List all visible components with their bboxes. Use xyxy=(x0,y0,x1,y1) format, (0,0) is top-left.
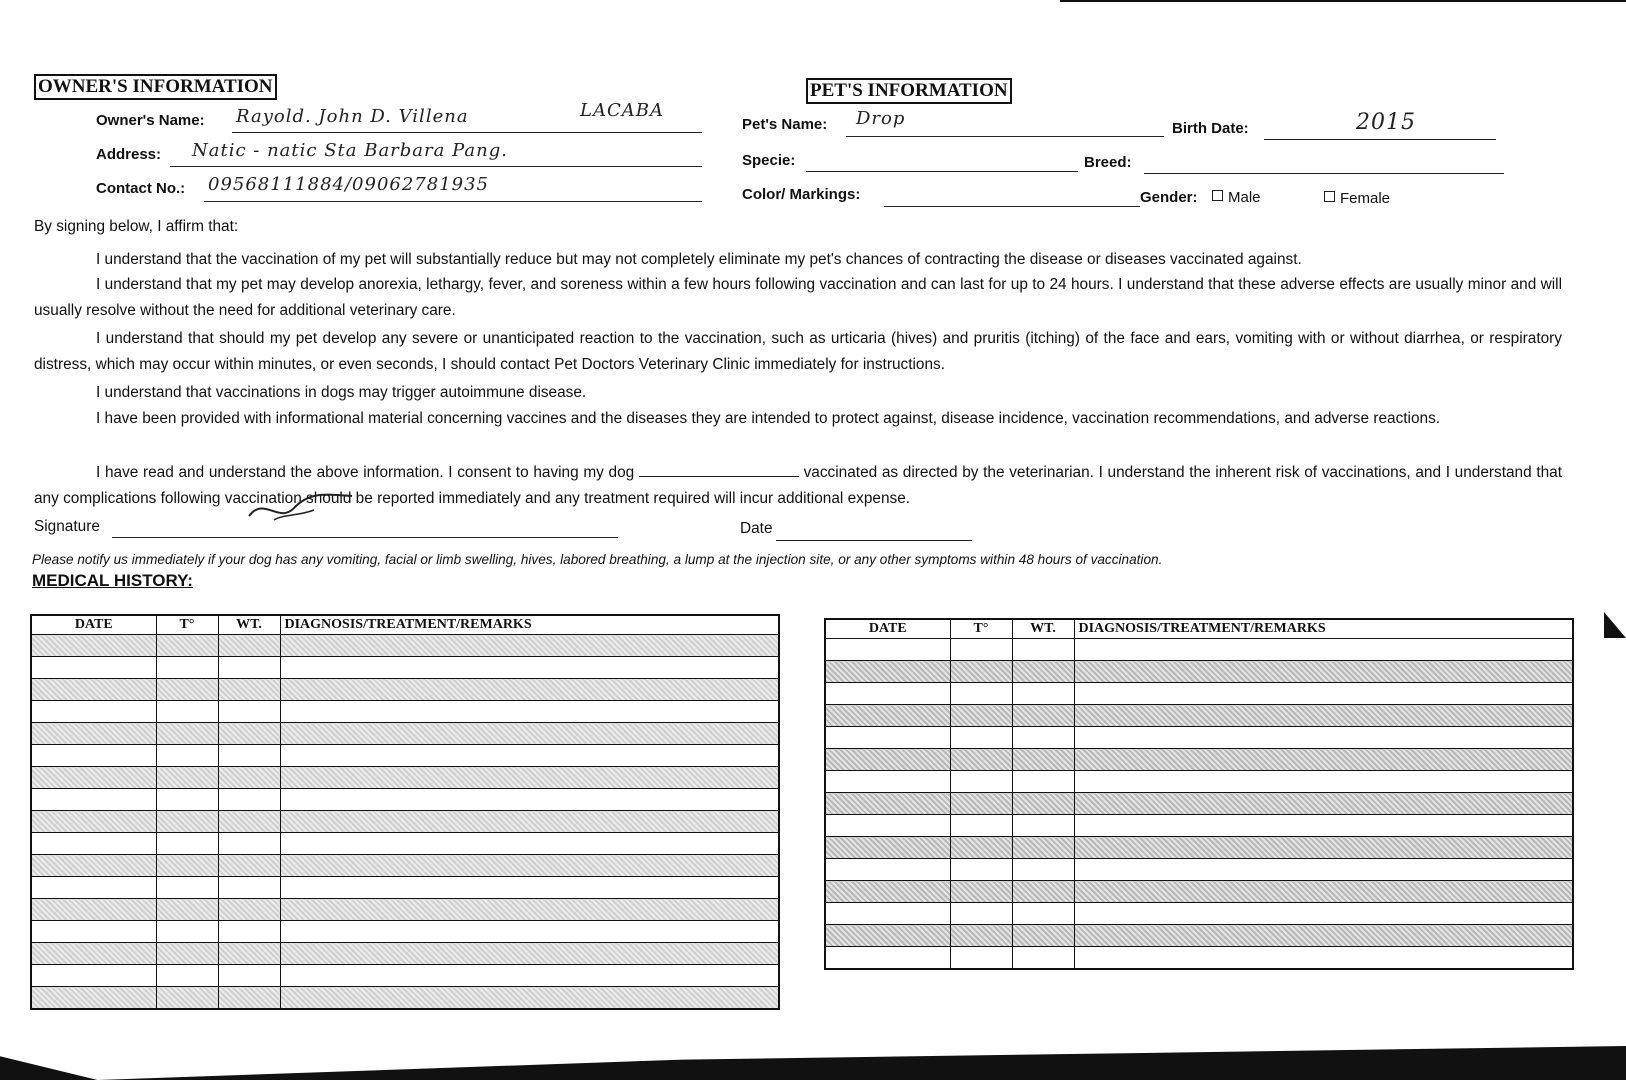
color-markings-label: Color/ Markings: xyxy=(742,186,861,203)
table-row[interactable] xyxy=(825,771,1573,793)
table-row[interactable] xyxy=(825,859,1573,881)
pet-name-value: Drop xyxy=(856,108,906,129)
table-row[interactable] xyxy=(31,943,779,965)
table-row[interactable] xyxy=(825,705,1573,727)
medical-history-table-right xyxy=(824,618,1574,970)
breed-line xyxy=(1144,173,1504,174)
consent-p6-end: vaccinated as directed by the veterinarian. I understand the inherent risk of vaccinations, and I understand that any complications following vaccination should be reported immediately and any treatment required will incur additional expense. xyxy=(34,464,1563,507)
table-row[interactable] xyxy=(31,921,779,943)
consent-intro: By signing below, I affirm that: xyxy=(34,218,239,235)
table-row[interactable] xyxy=(825,727,1573,749)
address-line xyxy=(170,166,702,167)
male-checkbox[interactable] xyxy=(1212,190,1223,201)
consent-p6-start: I have read and understand the above information. I consent to having my dog xyxy=(96,464,635,481)
owner-name-line xyxy=(232,132,702,133)
scan-edge-top xyxy=(1060,0,1626,2)
pet-name-line xyxy=(846,136,1164,137)
table-header-row xyxy=(825,619,1573,639)
column-header-weight: WT. xyxy=(1012,619,1074,639)
consent-paragraph-1: I understand that the vaccination of my pet will substantially reduce but may not completely eliminate my pet's chances of contracting the disease or diseases vaccinated against. xyxy=(96,251,1302,268)
column-header-diagnosis: DIAGNOSIS/TREATMENT/REMARKS xyxy=(280,615,779,635)
table-row[interactable] xyxy=(31,767,779,789)
table-row[interactable] xyxy=(825,683,1573,705)
female-label: Female xyxy=(1340,190,1391,207)
consent-paragraph-3: I understand that should my pet develop any severe or unanticipated reaction to the vaccination, such as urticaria (hives) and pruritis (itching) of the face and ears, vomiting with or without diarrhea, or respiratory distress, which may occur within minutes, or even seconds, I should contact Pet Doctors Veterinary Clinic immediately for instructions. xyxy=(34,330,1562,373)
table-row[interactable] xyxy=(825,793,1573,815)
column-header-weight: WT. xyxy=(218,615,280,635)
birth-date-value: 2015 xyxy=(1356,110,1416,135)
owner-name-label: Owner's Name: xyxy=(96,112,205,129)
breed-label: Breed: xyxy=(1084,154,1132,171)
address-value: Natic - natic Sta Barbara Pang. xyxy=(192,140,508,161)
owner-info-heading: OWNER'S INFORMATION xyxy=(34,74,277,100)
table-row[interactable] xyxy=(825,903,1573,925)
scan-edge-bottom xyxy=(0,1046,1626,1080)
table-row[interactable] xyxy=(825,881,1573,903)
consent-paragraph-4: I understand that vaccinations in dogs may trigger autoimmune disease. xyxy=(96,384,587,401)
address-label: Address: xyxy=(96,146,162,163)
contact-value: 09568111884/09062781935 xyxy=(208,174,490,195)
gender-male-option[interactable] xyxy=(1212,189,1261,206)
pet-name-label: Pet's Name: xyxy=(742,116,828,133)
column-header-date: DATE xyxy=(825,619,950,639)
contact-label: Contact No.: xyxy=(96,180,186,197)
table-row[interactable] xyxy=(825,815,1573,837)
column-header-date: DATE xyxy=(31,615,156,635)
table-row[interactable] xyxy=(825,947,1573,970)
table-row[interactable] xyxy=(31,679,779,701)
male-label: Male xyxy=(1228,189,1261,206)
medical-history-table-left xyxy=(30,614,780,1010)
owner-name-value: Rayold. John D. Villena xyxy=(236,106,469,127)
table-row[interactable] xyxy=(31,789,779,811)
scan-edge-mark xyxy=(1604,612,1626,638)
birth-date-label: Birth Date: xyxy=(1172,120,1249,137)
pet-info-heading: PET'S INFORMATION xyxy=(806,78,1012,104)
table-row[interactable] xyxy=(31,877,779,899)
specie-label: Specie: xyxy=(742,152,796,169)
signature-line[interactable] xyxy=(112,537,618,538)
column-header-temp: T° xyxy=(950,619,1012,639)
table-row[interactable] xyxy=(31,635,779,657)
table-header-row xyxy=(31,615,779,635)
table-row[interactable] xyxy=(31,987,779,1010)
consent-paragraph-5: I have been provided with informational material concerning vaccines and the diseases they are intended to protect against, disease incidence, vaccination recommendations, and adverse reactions. xyxy=(96,410,1441,427)
table-row[interactable] xyxy=(825,661,1573,683)
date-label: Date xyxy=(740,520,773,537)
female-checkbox[interactable] xyxy=(1324,191,1335,202)
table-row[interactable] xyxy=(31,745,779,767)
table-row[interactable] xyxy=(825,837,1573,859)
signature-label: Signature xyxy=(34,518,100,535)
table-row[interactable] xyxy=(31,899,779,921)
column-header-diagnosis: DIAGNOSIS/TREATMENT/REMARKS xyxy=(1074,619,1573,639)
table-row[interactable] xyxy=(31,657,779,679)
dog-name-blank[interactable] xyxy=(639,464,799,477)
table-row[interactable] xyxy=(31,833,779,855)
table-row[interactable] xyxy=(825,925,1573,947)
gender-female-option[interactable] xyxy=(1324,190,1390,207)
column-header-temp: T° xyxy=(156,615,218,635)
date-line[interactable] xyxy=(776,540,972,541)
table-row[interactable] xyxy=(31,965,779,987)
table-row[interactable] xyxy=(31,811,779,833)
table-row[interactable] xyxy=(31,701,779,723)
table-row[interactable] xyxy=(31,723,779,745)
contact-line xyxy=(204,201,702,202)
specie-line xyxy=(806,171,1078,172)
owner-surname-value: LACABA xyxy=(580,100,664,121)
table-row[interactable] xyxy=(31,855,779,877)
signature-scribble xyxy=(244,486,364,526)
medical-history-heading: MEDICAL HISTORY: xyxy=(32,571,193,590)
birth-date-line xyxy=(1264,139,1496,140)
color-markings-line xyxy=(884,206,1140,207)
gender-label: Gender: xyxy=(1140,189,1198,206)
table-row[interactable] xyxy=(825,639,1573,661)
consent-paragraph-2: I understand that my pet may develop anorexia, lethargy, fever, and soreness within a few hours following vaccination and can last for up to 24 hours. I understand that these adverse effects are usually minor and will usually resolve without the need for additional veterinary care. xyxy=(34,276,1562,319)
notice-text: Please notify us immediately if your dog has any vomiting, facial or limb swelling, hives, labored breathing, a lump at the injection site, or any other symptoms within 48 hours of vaccination. xyxy=(32,552,1163,567)
table-row[interactable] xyxy=(825,749,1573,771)
